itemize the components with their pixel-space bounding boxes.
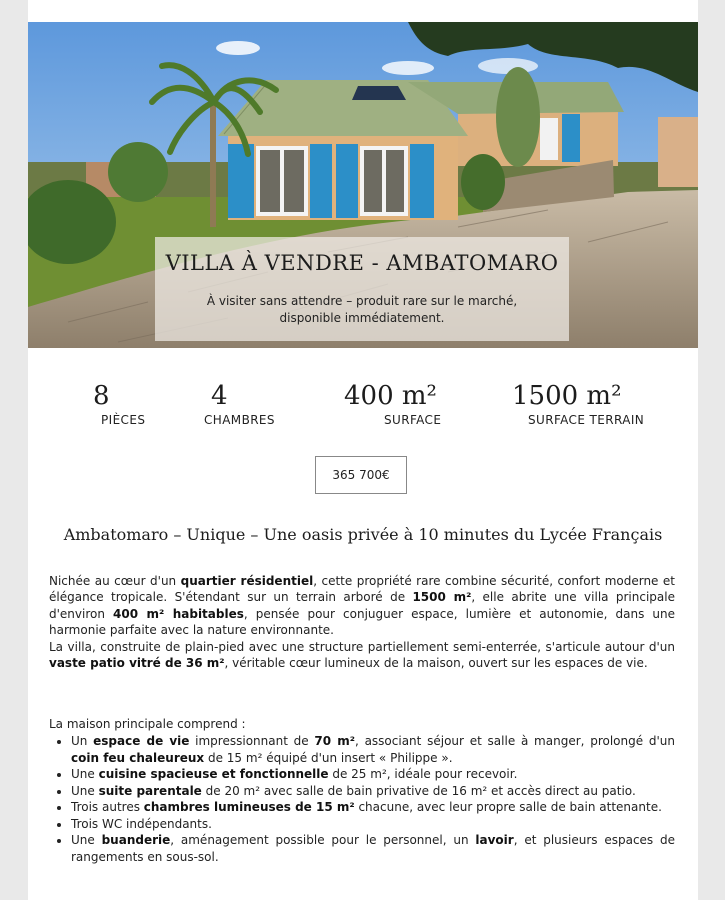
text-run: Une	[71, 767, 99, 781]
features-intro: La maison principale comprend :	[49, 717, 246, 731]
stat-label-land: SURFACE TERRAIN	[528, 413, 645, 427]
emphasis-text: vaste patio vitré de 36 m²	[49, 656, 225, 671]
emphasis-text: 1500 m²	[412, 590, 472, 605]
emphasis-text: buanderie	[101, 833, 171, 847]
emphasis-text: chambres lumineuses de 15 m²	[143, 800, 355, 814]
listing-subtitle: Ambatomaro – Unique – Une oasis privée à 10 minutes du Lycée Français	[63, 525, 663, 544]
feature-item	[71, 733, 675, 766]
text-run: , aménagement possible pour le personnel, un	[170, 833, 476, 847]
stat-label-rooms: PIÈCES	[101, 413, 146, 427]
feature-item	[71, 816, 675, 833]
emphasis-text: quartier résidentiel	[180, 574, 314, 588]
emphasis-text: suite parentale	[98, 783, 202, 798]
description	[49, 573, 675, 671]
description-paragraph-1	[49, 573, 675, 639]
emphasis-text: 400 m² habitables	[113, 606, 244, 621]
text-run: Une	[71, 783, 99, 798]
hero-caption	[155, 237, 569, 341]
text-run: de 25 m², idéale pour recevoir.	[328, 767, 518, 781]
emphasis-text: espace de vie	[93, 734, 190, 748]
hero-subtitle: À visiter sans attendre – produit rare sur le marché, disponible immédiatement.	[206, 294, 518, 325]
feature-item	[71, 799, 675, 816]
text-run: , et plusieurs espaces de rangements en sous-sol.	[71, 833, 675, 864]
feature-item	[71, 832, 675, 865]
stat-value-land: 1500 m²	[512, 381, 622, 411]
text-run: Un	[71, 734, 94, 748]
text-run: chacune, avec leur propre salle de bain attenante.	[354, 800, 662, 814]
stat-value-surface: 400 m²	[344, 381, 437, 411]
text-run: Nichée au cœur d'un	[49, 574, 181, 588]
text-run: Une	[71, 833, 102, 847]
text-run: , pensée pour conjuguer espace, lumière et autonomie, dans une harmonie parfaite avec la nature environnante.	[49, 606, 675, 638]
listing-page	[28, 0, 698, 900]
text-run: impressionnant de	[189, 734, 315, 748]
emphasis-text: lavoir	[475, 833, 514, 847]
emphasis-text: coin feu chaleureux	[71, 750, 205, 765]
text-run: Trois autres	[71, 800, 144, 814]
hero-title: VILLA À VENDRE - AMBATOMARO	[165, 251, 559, 275]
feature-item	[71, 783, 675, 800]
stat-value-rooms: 8	[93, 381, 110, 411]
text-run: , associant séjour et salle à manger, prolongé d'un	[355, 734, 675, 748]
emphasis-text: 70 m²	[314, 734, 355, 748]
text-run: , véritable cœur lumineux de la maison, ouvert sur les espaces de vie.	[224, 656, 648, 671]
price-box: 365 700€	[315, 456, 407, 494]
text-run: , cette propriété rare combine sécurité, confort moderne et élégance tropicale. S'étendant sur un terrain arboré de	[49, 574, 675, 605]
text-run: , elle abrite une villa principale d'environ	[49, 590, 675, 621]
description-paragraph-2	[49, 639, 675, 672]
feature-item	[71, 766, 675, 783]
emphasis-text: cuisine spacieuse et fonctionnelle	[98, 767, 329, 781]
text-run: Trois WC indépendants.	[71, 816, 212, 831]
stat-value-bedrooms: 4	[211, 381, 228, 411]
features-list	[49, 733, 675, 865]
stat-label-surface: SURFACE	[384, 413, 442, 427]
hero-banner	[28, 22, 698, 348]
text-run: de 15 m² équipé d'un insert « Philippe ».	[204, 750, 453, 765]
stat-label-bedrooms: CHAMBRES	[204, 413, 275, 427]
text-run: La villa, construite de plain-pied avec une structure partiellement semi-enterrée, s'articule autour d'un	[49, 639, 675, 654]
text-run: de 20 m² avec salle de bain privative de 16 m² et accès direct au patio.	[201, 783, 636, 798]
